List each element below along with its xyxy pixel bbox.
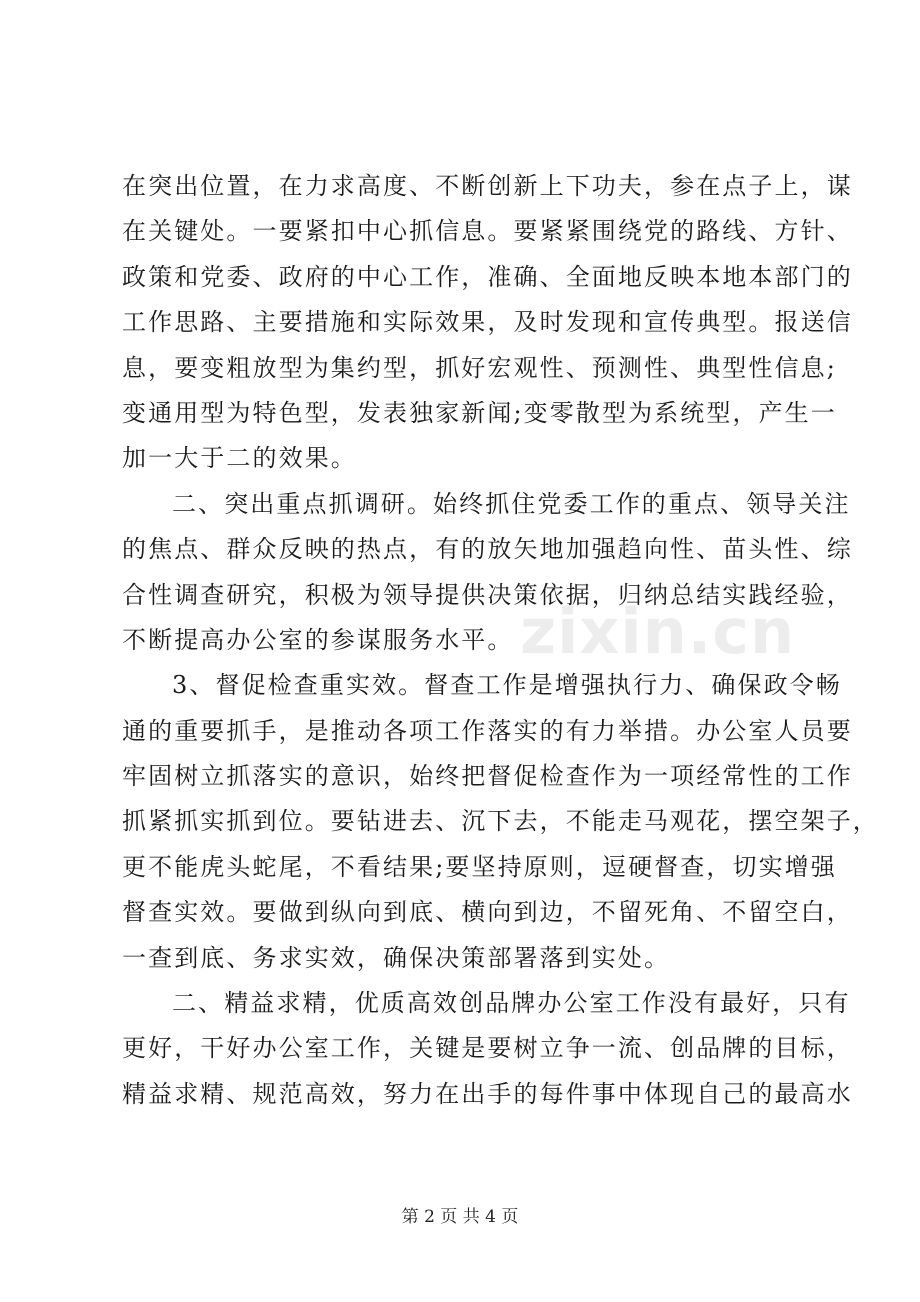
watermark: zixin.cn [520, 595, 796, 668]
body-text [122, 164, 879, 1117]
text-line: 督查实效。要做到纵向到底、横向到边，不留死角、不留空白， [122, 898, 853, 927]
text-line: 政策和党委、政府的中心工作，准确、全面地反映本地本部门的 [122, 262, 853, 291]
text-line: 变通用型为特色型，发表独家新闻;变零散型为系统型，产生一 [122, 398, 837, 427]
text-line: 牢固树立抓落实的意识，始终把督促检查作为一项经常性的工作 [122, 762, 853, 791]
text-line: 不断提高办公室的参谋服务水平。 [122, 625, 514, 654]
page-footer: 第 2 页 共 4 页 [401, 1207, 519, 1227]
text-line: 更好，干好办公室工作，关键是要树立争一流、创品牌的目标， [122, 1034, 853, 1063]
text-line: 在关键处。一要紧扣中心抓信息。要紧紧围绕党的路线、方针、 [122, 217, 853, 246]
text-line: 精益求精、规范高效，努力在出手的每件事中体现自己的最高水 [122, 1079, 853, 1108]
text-line: 息，要变粗放型为集约型，抓好宏观性、预测性、典型性信息; [122, 353, 837, 382]
text-line: 二、突出重点抓调研。始终抓住党委工作的重点、领导关注 [172, 489, 851, 518]
text-line: 一查到底、务求实效，确保决策部署落到实处。 [122, 943, 671, 972]
text-line: 抓紧抓实抓到位。要钻进去、沉下去，不能走马观花，摆空架子， [122, 807, 879, 836]
text-line: 在突出位置，在力求高度、不断创新上下功夫，参在点子上，谋 [122, 172, 853, 200]
text-line: 的焦点、群众反映的热点，有的放矢地加强趋向性、苗头性、综 [122, 535, 853, 564]
text-line: 通的重要抓手，是推动各项工作落实的有力举措。办公室人员要 [122, 716, 853, 745]
text-line: 工作思路、主要措施和实际效果，及时发现和宣传典型。报送信 [122, 308, 853, 337]
text-line: 3、督促检查重实效。督查工作是增强执行力、确保政令畅 [172, 671, 842, 700]
text-line: 二、精益求精，优质高效创品牌办公室工作没有最好，只有 [172, 989, 851, 1018]
text-line: 更不能虎头蛇尾，不看结果;要坚持原则，逗硬督查，切实增强 [122, 852, 837, 881]
text-line: 加一大于二的效果。 [122, 444, 357, 473]
text-line: 合性调查研究，积极为领导提供决策依据，归纳总结实践经验， [122, 580, 853, 609]
